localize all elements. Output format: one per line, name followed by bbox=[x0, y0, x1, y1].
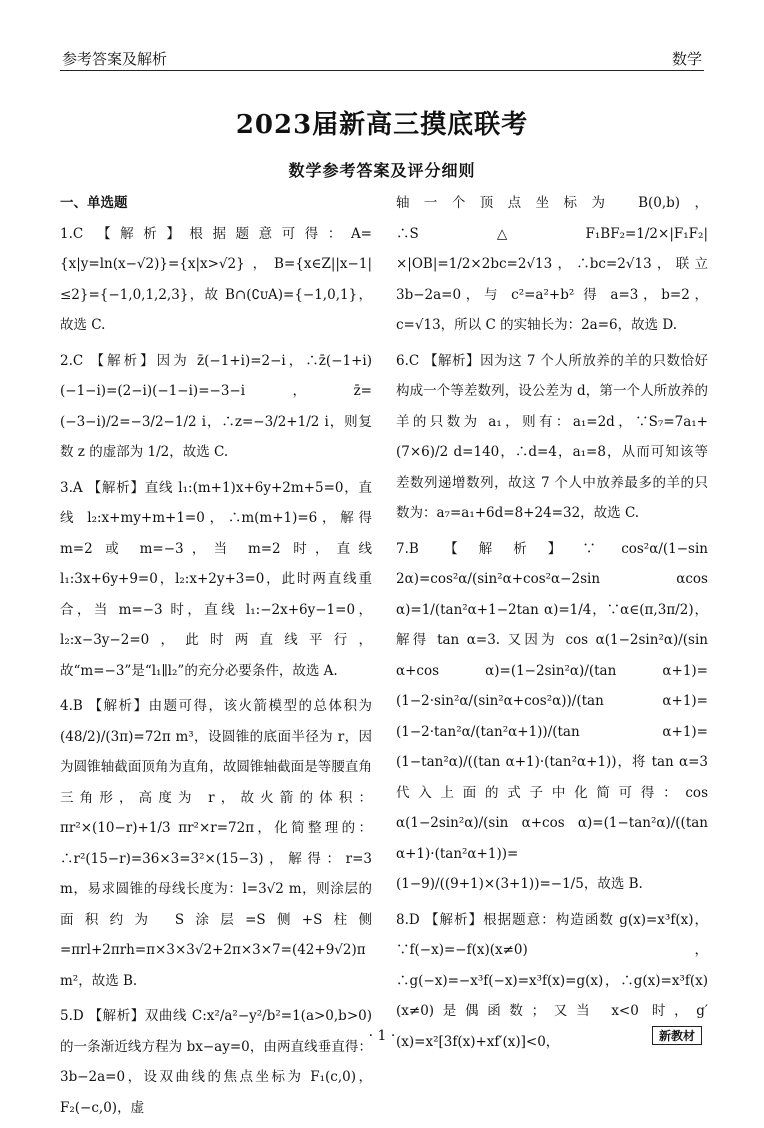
answer-4: 4.B 【解析】由题可得，该火箭模型的总体积为 (48/2)/(3π)=72π m³，设圆锥的底面半径为 r，因为圆锥轴截面顶角为直角，故圆锥轴截面是等腰直角三角形，高度为 r，故火箭的体积：πr²×(10−r)+1/3 πr²×r=72π，化简整理的：∴r²(15−r)=36×3=3²×(15−3)，解得：r=3 m，易求圆锥的母线长度为：l=3√2 m，则涂层的面积约为 S涂层=S侧+S柱侧=πrl+2πrh=π×3×3√2+2π×3×7=(42+9√2)π m²，故选 B. bbox=[60, 698, 372, 989]
answer-7: 7.B 【解析】∵ cos²α/(1−sin 2α)=cos²α/(sin²α+cos²α−2sin αcos α)=1/(tan²α+1−2tan α)=1/4，∵α∈(π,3π/2)，解得 tan α=3. 又因为 cos α(1−2sin²α)/(sin α+cos α)=(1−2sin²α)/(tan α+1)=(1−2·sin²α/(sin²α+cos²α))/(tan α+1)=(1−2·tan²α/(tan²α+1))/(tan α+1)=(1−tan²α)/((tan α+1)·(tan²α+1))，将 tan α=3 代入上面的式子中化简可得：cos α(1−2sin²α)/(sin α+cos α)=(1−tan²α)/((tan α+1)·(tan²α+1))=(1−9)/((9+1)×(3+1))=−1/5，故选 B. bbox=[396, 540, 708, 892]
answer-1: 1.C 【解析】根据题意可得：A={x|y=ln(x−√2)}={x|x>√2}，B={x∈Z||x−1|≤2}={−1,0,1,2,3}，故 B∩(∁ᴜA)={−1,0,1}，故选 C. bbox=[60, 225, 372, 333]
section-heading: 一、单选题 bbox=[60, 195, 128, 211]
header-subject-label: 数学 bbox=[671, 50, 702, 68]
edition-badge: 新教材 bbox=[652, 1026, 702, 1045]
left-column bbox=[60, 188, 372, 1128]
answer-2: 2.C 【解析】因为 z̄(−1+i)=2−i，∴z̄(−1+i)(−1−i)=(2−i)(−1−i)=−3−i，z̄=(−3−i)/2=−3/2−1/2 i，∴z=−3/2+1/2 i，则复数 z 的虚部为 1/2，故选 C. bbox=[60, 352, 372, 460]
answer-5-cont: 轴一个顶点坐标为 B(0,b)，∴S△F₁BF₂=1/2×|F₁F₂|×|OB|=1/2×2bc=2√13，∴bc=2√13，联立 3b−2a=0，与 c²=a²+b² 得 a=3，b=2，c=√13，所以 C 的实轴长为：2a=6，故选 D. bbox=[396, 195, 708, 333]
page-number: · 1 · bbox=[368, 1028, 396, 1044]
answer-5: 5.D 【解析】双曲线 C:x²/a²−y²/b²=1(a>0,b>0)的一条渐近线方程为 bx−ay=0，由两直线垂直得：3b−2a=0，设双曲线的焦点坐标为 F₁(c,0)，F₂(−c,0)，虚 bbox=[60, 1008, 372, 1116]
page-title: 2023届新高三摸底联考 bbox=[235, 110, 529, 140]
answer-3: 3.A 【解析】直线 l₁:(m+1)x+6y+2m+5=0，直线 l₂:x+my+m+1=0，∴m(m+1)=6，解得 m=2 或 m=−3，当 m=2 时，直线 l₁:3x+6y+9=0，l₂:x+2y+3=0，此时两直线重合，当 m=−3 时，直线 l₁:−2x+6y−1=0，l₂:x−3y−2=0，此时两直线平行，故“m=−3”是“l₁∥l₂”的充分必要条件，故选 A. bbox=[60, 479, 372, 679]
answer-6: 6.C 【解析】因为这 7 个人所放养的羊的只数恰好构成一个等差数列，设公差为 d，第一个人所放养的羊的只数为 a₁，则有：a₁=2d，∵S₇=7a₁+(7×6)/2 d=140，∴d=4，a₁=8，从而可知该等差数列递增数列，故这 7 个人中放养最多的羊的只数为：a₇=a₁+6d=8+24=32，故选 C. bbox=[396, 352, 708, 521]
header-divider bbox=[60, 70, 704, 71]
page-subtitle: 数学参考答案及评分细则 bbox=[288, 161, 476, 180]
answer-8: 8.D 【解析】根据题意：构造函数 g(x)=x³f(x)，∵f(−x)=−f(x)(x≠0)，∴g(−x)=−x³f(−x)=x³f(x)=g(x)，∴g(x)=x³f(x)(x≠0)是偶函数；又当 x<0 时，g′(x)=x²[3f(x)+xf′(x)]<0， bbox=[396, 911, 708, 1050]
header-left-label: 参考答案及解析 bbox=[62, 50, 168, 68]
right-column bbox=[396, 188, 708, 1062]
